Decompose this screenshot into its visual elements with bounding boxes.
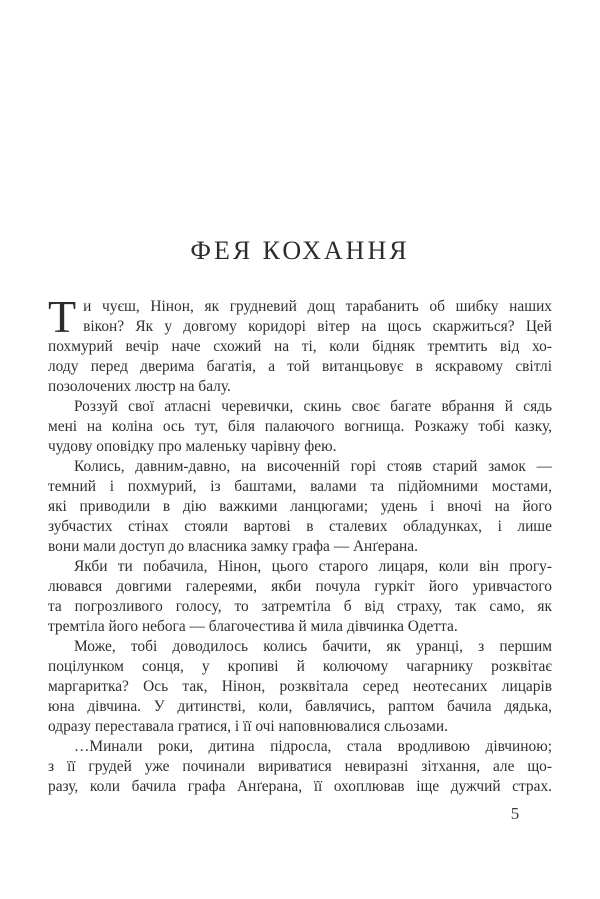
chapter-title: ФЕЯ КОХАННЯ xyxy=(190,236,410,265)
text-line: Колись, давним-давно, на височенній горі стояв старий замок — xyxy=(74,458,552,475)
paragraph xyxy=(48,397,552,457)
paragraph xyxy=(48,557,552,637)
text-line: лоду перед дверима багатія, а той витанцьовує в яскравому світлі xyxy=(48,358,552,375)
text-line: похмурий вечір наче схожий на ті, коли бідняк тремтить від хо- xyxy=(48,338,552,355)
text-line: тремтіла його небога — благочестива й мила дівчинка Одетта. xyxy=(48,618,458,635)
text-line: лювався довгими галереями, якби почула гуркіт його уривчастого xyxy=(48,578,552,595)
text-line: вони мали доступ до власника замку графа — Анґерана. xyxy=(48,538,418,555)
story-text xyxy=(48,291,552,797)
text-line: Роззуй свої атласні черевички, скинь своє багате вбрання й сядь xyxy=(74,398,552,415)
text-line: одразу переставала гратися, і її очі наповнювалися сльозами. xyxy=(48,718,449,735)
paragraph xyxy=(48,291,552,397)
text-line: и чуєш, Нінон, як грудневий дощ тарабанить об шибку наших xyxy=(83,298,552,315)
text-line: темний і похмурий, із баштами, валами та підйомними мостами, xyxy=(48,478,552,495)
text-line: чудову оповідку про маленьку чарівну фею. xyxy=(48,438,337,455)
text-line: вікон? Як у довгому коридорі вітер на щось скаржиться? Цей xyxy=(83,318,552,335)
text-line: з її грудей уже починали вириватися невиразні зітхання, але що- xyxy=(48,758,552,775)
paragraph xyxy=(48,737,552,797)
paragraph xyxy=(48,457,552,557)
text-line: разу, коли бачила графа Анґерана, її охоплював іще дужчий страх. xyxy=(48,778,552,795)
text-line: зубчастих стінах стояли вартові в сталевих обладунках, і лише xyxy=(48,518,552,535)
paragraph xyxy=(48,637,552,737)
drop-cap-letter: Т xyxy=(48,291,77,342)
text-line: юна дівчина. У дитинстві, коли, бавлячись, раптом бачила дядька, xyxy=(48,698,552,715)
text-line: позолочених люстр на балу. xyxy=(48,378,231,395)
text-line: поцілунком сонця, у кропиві й колючому чагарнику розквітає xyxy=(48,658,552,675)
text-line: мені на коліна ось тут, біля палаючого вогнища. Розкажу тобі казку, xyxy=(48,418,552,435)
text-line: Якби ти побачила, Нінон, цього старого лицаря, коли він прогу- xyxy=(74,558,552,575)
text-line: маргаритка? Ось так, Нінон, розквітала серед неотесаних лицарів xyxy=(48,678,552,695)
text-line: та погрозливого голосу, то затремтіла б від страху, так само, як xyxy=(48,598,552,615)
text-line: які приводили в дію важкими ланцюгами; удень і вночі на його xyxy=(48,498,552,515)
text-line: Може, тобі доводилось колись бачити, як уранці, з першим xyxy=(74,638,552,655)
page-number: 5 xyxy=(510,804,520,823)
text-line: …Минали роки, дитина підросла, стала вродливою дівчиною; xyxy=(74,738,552,755)
